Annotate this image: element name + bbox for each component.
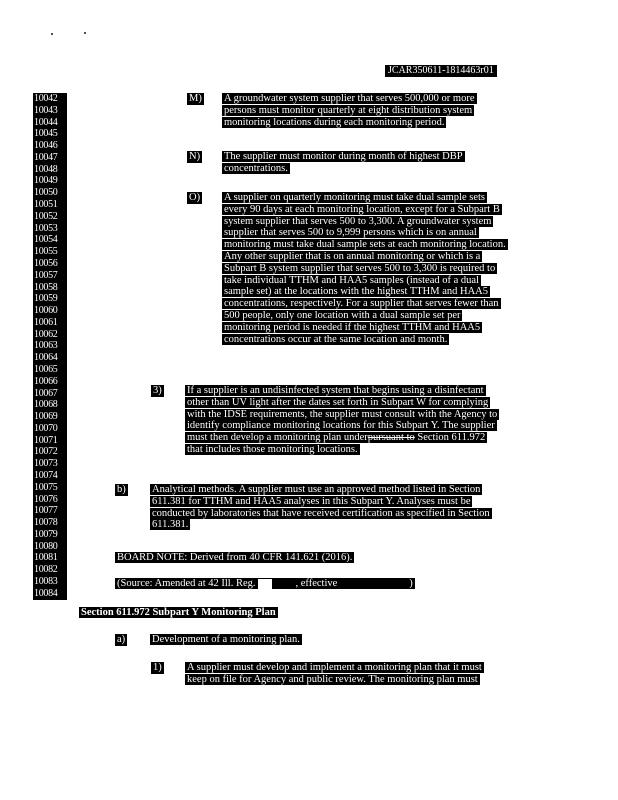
line-number: 10078 [33, 517, 67, 529]
line-number: 10060 [33, 305, 67, 317]
subsection-1-text: A supplier must develop and implement a monitoring plan that it must keep on file for Agency and public review. The monitoring plan must [187, 662, 482, 685]
item-marker-3: 3) [153, 385, 162, 396]
line-number: 10049 [33, 175, 67, 187]
line-number: 10069 [33, 411, 67, 423]
line-number: 10056 [33, 258, 67, 270]
line-number: 10057 [33, 270, 67, 282]
line-number: 10066 [33, 376, 67, 388]
line-number: 10072 [33, 446, 67, 458]
line-number: 10044 [33, 117, 67, 129]
line-number: 10079 [33, 529, 67, 541]
item-n-text: The supplier must monitor during month of highest DBP concentrations. [224, 151, 463, 174]
line-number: 10051 [33, 199, 67, 211]
line-number: 10052 [33, 211, 67, 223]
line-number: 10064 [33, 352, 67, 364]
line-number: 10062 [33, 329, 67, 341]
line-number: 10075 [33, 482, 67, 494]
line-number: 10045 [33, 128, 67, 140]
subsection-marker-1: 1) [153, 662, 162, 673]
item-b-text: Analytical methods. A supplier must use an approved method listed in Section 611.381 for TTHM and HAA5 analyses in this Subpart Y. Analyses must be conducted by laboratories that have received certification as specified in Section 611.381. [152, 484, 490, 531]
line-number: 10042 [33, 93, 67, 105]
line-number: 10067 [33, 388, 67, 400]
line-number: 10083 [33, 576, 67, 588]
item-m-text: A groundwater system supplier that serves 500,000 or more persons must monitor quarterly at eight distribution system monitoring locations during each monitoring period. [224, 93, 475, 128]
blank-field [258, 579, 272, 589]
line-number: 10059 [33, 293, 67, 305]
item-marker-n: N) [189, 151, 201, 162]
document-id: JCAR350611-1814463r01 [385, 65, 497, 77]
item-3-text: If a supplier is an undisinfected system that begins using a disinfectant other than UV light after the dates set forth in Subpart W for complying with the IDSE requirements, the supplier must consult with the Agency to identify compliance monitoring locations for this Subpart Y. The supplier must then develop a monitoring plan underpursuant to Section 611.972 that includes those monitoring locations. [187, 385, 498, 455]
line-number: 10048 [33, 164, 67, 176]
line-number: 10043 [33, 105, 67, 117]
scan-speck [84, 32, 86, 34]
line-number: 10084 [33, 588, 67, 600]
line-number: 10046 [33, 140, 67, 152]
line-number: 10053 [33, 223, 67, 235]
line-number-column [33, 93, 67, 600]
line-number: 10076 [33, 494, 67, 506]
item-o-text: A supplier on quarterly monitoring must take dual sample sets every 90 days at each monitoring location, except for a Subpart B system supplier that serves 500 to 3,300. A groundwater system supplier that serves 500 to 9,999 persons which is on annual monitoring must take dual sample sets at each monitoring location. Any other supplier that is on annual monitoring or which is a Subpart B system supplier that serves 500 to 3,300 is required to take individual TTHM and HAA5 samples (instead of a dual sample set) at the locations with the highest TTHM and HAA5 concentrations, respectively. For a supplier that serves fewer than 500 people, only one location with a dual sample set per monitoring period is needed if the highest TTHM and HAA5 concentrations occur at the same location and month. [224, 192, 506, 345]
line-number: 10065 [33, 364, 67, 376]
scan-speck [51, 33, 53, 35]
line-number: 10080 [33, 541, 67, 553]
item-marker-b: b) [117, 484, 126, 495]
line-number: 10070 [33, 423, 67, 435]
line-number: 10058 [33, 282, 67, 294]
line-number: 10061 [33, 317, 67, 329]
item-marker-o: O) [189, 192, 201, 203]
subsection-marker-a: a) [117, 634, 126, 645]
struck-text: pursuant to [367, 432, 415, 444]
item-marker-m: M) [189, 93, 202, 104]
line-number: 10082 [33, 564, 67, 576]
line-number: 10074 [33, 470, 67, 482]
line-number: 10050 [33, 187, 67, 199]
line-number: 10068 [33, 399, 67, 411]
line-number: 10047 [33, 152, 67, 164]
line-number: 10071 [33, 435, 67, 447]
source-line: (Source: Amended at 42 Ill. Reg. , effective ) [117, 578, 413, 589]
line-number: 10055 [33, 246, 67, 258]
line-number: 10077 [33, 505, 67, 517]
section-heading: Section 611.972 Subpart Y Monitoring Plan [81, 607, 276, 618]
line-number: 10081 [33, 552, 67, 564]
subsection-a-text: Development of a monitoring plan. [152, 634, 300, 645]
line-number: 10063 [33, 340, 67, 352]
line-number: 10054 [33, 234, 67, 246]
line-number: 10073 [33, 458, 67, 470]
board-note: BOARD NOTE: Derived from 40 CFR 141.621 (2016). [117, 552, 353, 563]
